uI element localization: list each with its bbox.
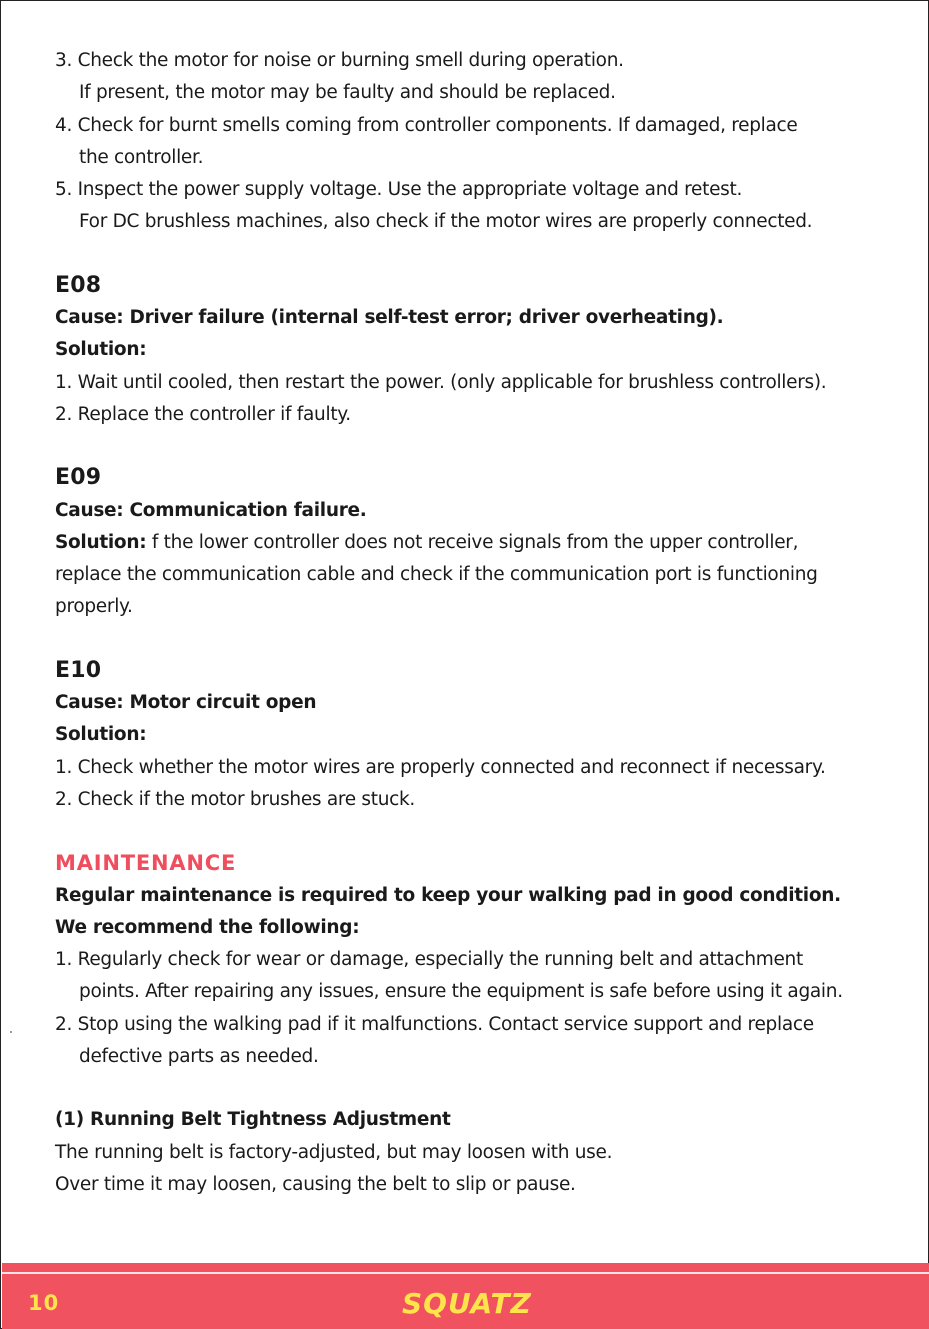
e10-cause [55,687,915,719]
intro-item-4-cont: the controller. [79,146,204,168]
belt-paragraph-1: The running belt is factory-adjusted, but may loosen with use. [55,1141,613,1163]
error-code-e10: E10 [55,657,102,683]
cause-label: Cause: [55,692,124,714]
solution-label: Solution: [55,531,147,553]
intro-item-4: 4. Check for burnt smells coming from controller components. If damaged, replace [55,114,798,136]
page-footer [2,1263,929,1329]
e09-cause [55,495,915,527]
cause-label: Cause: [55,307,124,329]
footer-divider [2,1272,929,1274]
intro-item-3-cont: If present, the motor may be faulty and should be replaced. [79,82,616,104]
e08-step-2: 2. Replace the controller if faulty. [55,403,351,425]
e09-solution-cont-2: properly. [55,596,133,618]
maintenance-heading: MAINTENANCE [55,851,237,876]
e10-solution-label: Solution: [55,724,147,746]
margin-mark [10,1031,12,1033]
intro-item-5-cont: For DC brushless machines, also check if the motor wires are properly connected. [79,211,813,233]
e08-step-1: 1. Wait until cooled, then restart the power. (only applicable for brushless controllers). [55,371,827,393]
e08-cause [55,302,915,334]
intro-item-5: 5. Inspect the power supply voltage. Use the appropriate voltage and retest. [55,179,743,201]
cause-text: Communication failure. [123,499,367,521]
solution-text: f the lower controller does not receive signals from the upper controller, [146,531,799,553]
maintenance-item-1-cont: points. After repairing any issues, ensure the equipment is safe before using it again. [79,981,843,1003]
error-code-e08: E08 [55,272,102,298]
maintenance-intro-1: Regular maintenance is required to keep your walking pad in good condition. [55,884,841,906]
cause-label: Cause: [55,499,124,521]
cause-text: Driver failure (internal self-test error; driver overheating). [123,307,724,329]
e10-step-2: 2. Check if the motor brushes are stuck. [55,788,416,810]
intro-item-3: 3. Check the motor for noise or burning smell during operation. [55,50,624,71]
brand-logo: SQUATZ [402,1287,532,1320]
maintenance-item-2-cont: defective parts as needed. [79,1046,319,1068]
e09-solution [55,527,915,559]
page-content [55,45,915,1201]
belt-paragraph-2: Over time it may loosen, causing the belt to slip or pause. [55,1173,576,1195]
error-code-e09: E09 [55,465,102,491]
e08-solution-label: Solution: [55,339,147,361]
maintenance-item-1: 1. Regularly check for wear or damage, especially the running belt and attachment [55,949,803,971]
e10-step-1: 1. Check whether the motor wires are properly connected and reconnect if necessary. [55,756,826,778]
page-number: 10 [28,1291,60,1315]
e09-solution-cont-1: replace the communication cable and check if the communication port is functioning [55,564,818,586]
maintenance-item-2: 2. Stop using the walking pad if it malfunctions. Contact service support and replace [55,1013,814,1035]
belt-adjustment-heading: (1) Running Belt Tightness Adjustment [55,1109,451,1131]
cause-text: Motor circuit open [123,692,317,714]
maintenance-intro-2: We recommend the following: [55,916,360,938]
